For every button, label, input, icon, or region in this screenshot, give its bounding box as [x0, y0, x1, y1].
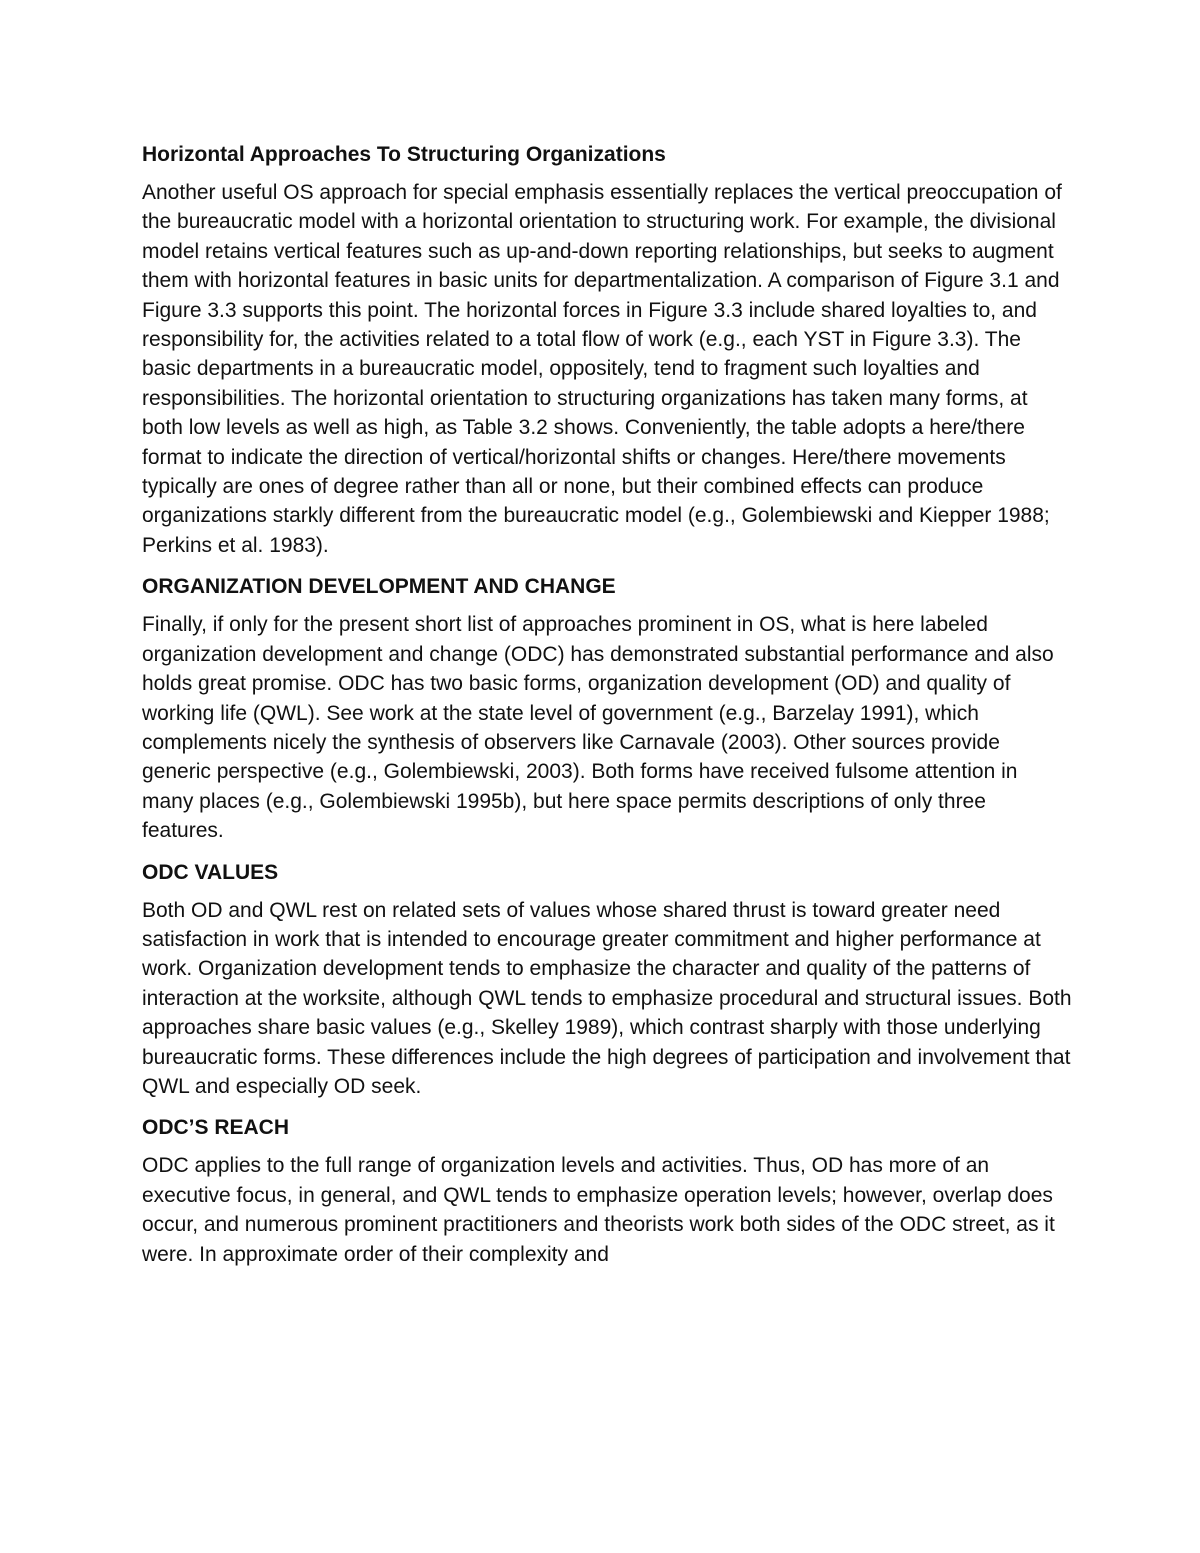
section-paragraph: ODC applies to the full range of organization levels and activities. Thus, OD has more of an executive focus, in general, and QWL tends to emphasize operation levels; however, overlap does occur, and numerous prominent practitioners and theorists work both sides of the ODC street, as it were. In approximate order of their complexity and — [142, 1154, 1055, 1266]
section-heading: Horizontal Approaches To Structuring Organizations — [142, 143, 666, 166]
section-organization-development — [142, 572, 1072, 845]
section-paragraph: Finally, if only for the present short list of approaches prominent in OS, what is here labeled organization development and change (ODC) has demonstrated substantial performance and also holds great promise. ODC has two basic forms, organization development (OD) and quality of working life (QWL). See work at the state level of government (e.g., Barzelay 1991), which complements nicely the synthesis of observers like Carnavale (2003). Other sources provide generic perspective (e.g., Golembiewski, 2003). Both forms have received fulsome attention in many places (e.g., Golembiewski 1995b), but here space permits descriptions of only three features. — [142, 613, 1054, 843]
section-paragraph: Another useful OS approach for special emphasis essentially replaces the vertical preoccupation of the bureaucratic model with a horizontal orientation to structuring work. For example, the divisional model retains vertical features such as up-and-down reporting relationships, but seeks to augment them with horizontal features in basic units for departmentalization. A comparison of Figure 3.1 and Figure 3.3 supports this point. The horizontal forces in Figure 3.3 include shared loyalties to, and responsibility for, the activities related to a total flow of work (e.g., each YST in Figure 3.3). The basic departments in a bureaucratic model, oppositely, tend to fragment such loyalties and responsibilities. The horizontal orientation to structuring organizations has taken many forms, at both low levels as well as high, as Table 3.2 shows. Conveniently, the table adopts a here/there format to indicate the direction of vertical/horizontal shifts or changes. Here/there movements typically are ones of degree rather than all or none, but their combined effects can produce organizations starkly different from the bureaucratic model (e.g., Golembiewski and Kiepper 1988; Perkins et al. 1983). — [142, 181, 1062, 557]
section-odc-reach — [142, 1113, 1072, 1269]
section-paragraph: Both OD and QWL rest on related sets of values whose shared thrust is toward greater need satisfaction in work that is intended to encourage greater commitment and higher performance at work. Organization development tends to emphasize the character and quality of the patterns of interaction at the worksite, although QWL tends to emphasize procedural and structural issues. Both approaches share basic values (e.g., Skelley 1989), which contrast sharply with those underlying bureaucratic forms. These differences include the high degrees of participation and involvement that QWL and especially OD seek. — [142, 898, 1072, 1098]
section-heading: ORGANIZATION DEVELOPMENT AND CHANGE — [142, 575, 616, 599]
document-page — [142, 140, 1072, 1281]
section-odc-values — [142, 858, 1072, 1102]
section-horizontal-approaches — [142, 140, 1072, 560]
section-heading: ODC VALUES — [142, 860, 279, 884]
section-heading: ODC’S REACH — [142, 1116, 290, 1140]
